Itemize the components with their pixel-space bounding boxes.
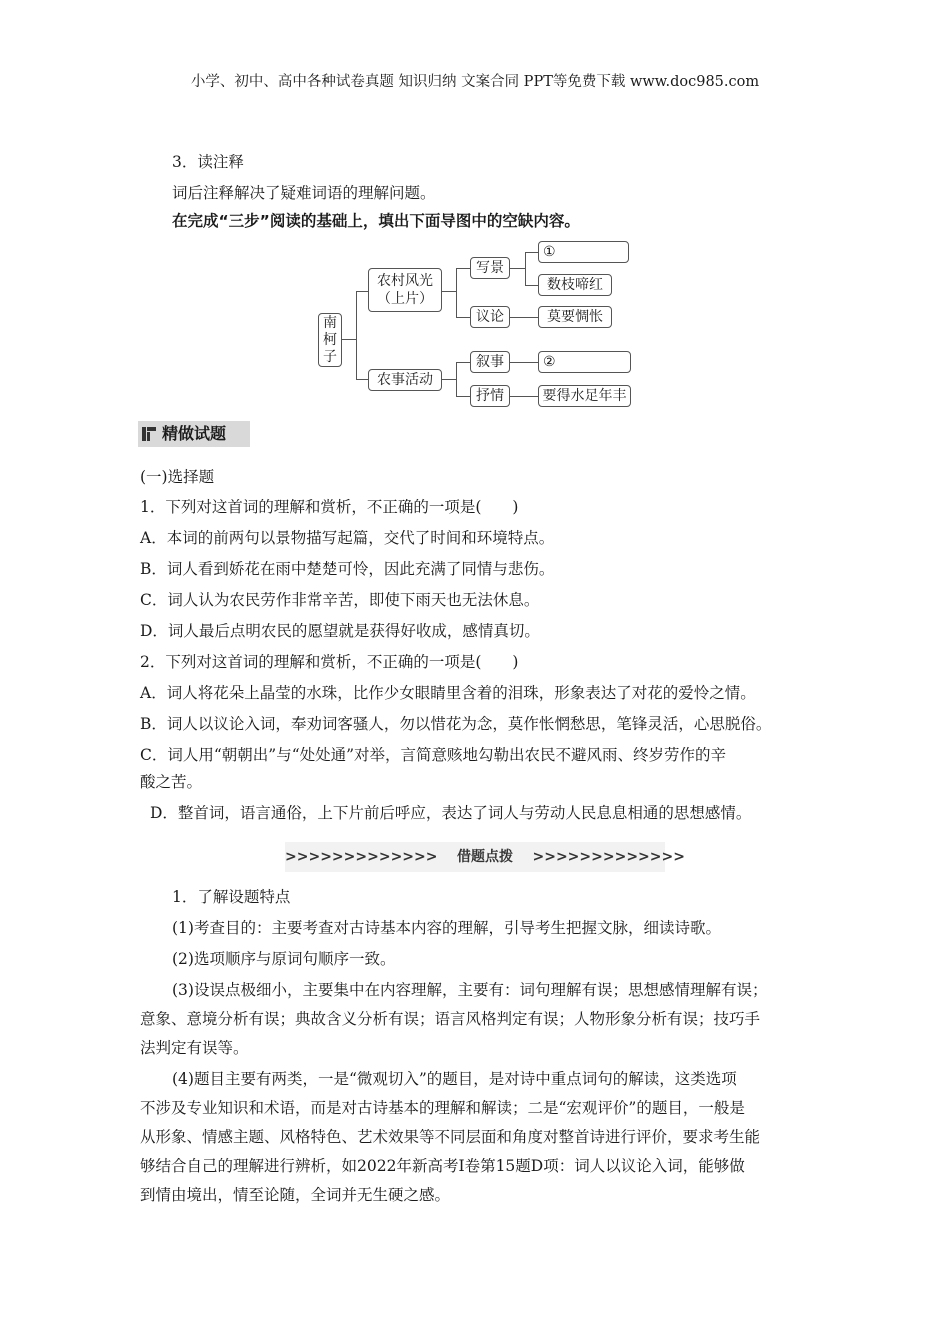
branch-label: 农村风光 bbox=[377, 273, 433, 289]
connector bbox=[525, 252, 538, 253]
tip-2: (2)选项顺序与原词句顺序一致。 bbox=[172, 950, 396, 968]
mindmap-node-scenery: 写景 bbox=[470, 257, 510, 279]
section-marker-icon bbox=[142, 427, 156, 441]
connector bbox=[510, 268, 526, 269]
question-1-option-b: B．词人看到娇花在雨中楚楚可怜，因此充满了同情与悲伤。 bbox=[140, 560, 555, 578]
connector bbox=[356, 291, 368, 292]
connector bbox=[456, 396, 470, 397]
question-2-option-a: A．词人将花朵上晶莹的水珠，比作少女眼睛里含着的泪珠，形象表达了对花的爱怜之情。 bbox=[140, 684, 756, 702]
section-title: 精做试题 bbox=[162, 424, 227, 443]
question-2-option-b: B．词人以议论入词，奉劝词客骚人，勿以惜花为念，莫作怅惘愁思，笔锋灵活，心思脱俗。 bbox=[140, 715, 772, 733]
tip-4-line-3: 从形象、情感主题、风格特色、艺术效果等不同层面和角度对整首诗进行评价，要求考生能 bbox=[140, 1128, 761, 1146]
mindmap-node-argument: 议论 bbox=[470, 306, 510, 328]
question-2-option-d: D．整首词，语言通俗，上下片前后呼应，表达了词人与劳动人民息息相通的思想感情。 bbox=[150, 804, 752, 822]
connector bbox=[510, 362, 538, 363]
question-1-option-c: C．词人认为农民劳作非常辛苦，即使下雨天也无法休息。 bbox=[140, 591, 540, 609]
tip-4-line-4: 够结合自己的理解进行辨析，如2022年新高考Ⅰ卷第15题D项：词人以议论入词，能够做 bbox=[140, 1157, 745, 1175]
tip-3-line-1: (3)设误点极细小，主要集中在内容理解，主要有：词句理解有误；思想感情理解有误； bbox=[172, 981, 768, 999]
tip-heading: 1．了解设题特点 bbox=[172, 888, 291, 906]
tip-3-line-2: 意象、意境分析有误；典故含义分析有误；语言风格判定有误；人物形象分析有误；技巧手 bbox=[140, 1010, 761, 1028]
mindmap-blank-1: ① bbox=[538, 241, 629, 263]
connector bbox=[356, 379, 368, 380]
mindmap-branch-farm-work: 农事活动 bbox=[368, 369, 442, 391]
connector bbox=[456, 268, 457, 317]
connector bbox=[456, 362, 470, 363]
mindmap-blank-2: ② bbox=[538, 351, 631, 373]
connector bbox=[525, 252, 526, 285]
connector bbox=[456, 268, 470, 269]
step3-title: 3．读注释 bbox=[172, 153, 244, 171]
question-1: 1．下列对这首词的理解和赏析，不正确的一项是( ) bbox=[140, 498, 519, 516]
tips-banner-text: >>>>>>>>>>>>> 借题点拨 >>>>>>>>>>>>> bbox=[285, 849, 685, 865]
question-2-option-c: C．词人用“朝朝出”与“处处通”对举，言简意赅地勾勒出农民不避风雨、终岁劳作的辛 bbox=[140, 746, 727, 764]
connector bbox=[510, 317, 538, 318]
step3-text: 词后注释解决了疑难词语的理解问题。 bbox=[172, 184, 436, 202]
connector bbox=[525, 285, 538, 286]
tip-4-line-5: 到情由境出，情至论随，全词并无生硬之感。 bbox=[140, 1186, 451, 1204]
question-1-option-a: A．本词的前两句以景物描写起篇，交代了时间和环境特点。 bbox=[140, 529, 555, 547]
tip-3-line-3: 法判定有误等。 bbox=[140, 1039, 249, 1057]
connector bbox=[456, 362, 457, 396]
question-part: (一)选择题 bbox=[140, 468, 215, 486]
mindmap-leaf-moyao: 莫要惆怅 bbox=[538, 306, 612, 328]
question-2: 2．下列对这首词的理解和赏析，不正确的一项是( ) bbox=[140, 653, 519, 671]
page-header: 小学、初中、高中各种试卷真题 知识归纳 文案合同 PPT等免费下载 www.doc985.com bbox=[190, 74, 760, 90]
connector bbox=[456, 317, 470, 318]
branch-sub: （上片） bbox=[377, 291, 433, 307]
mindmap-leaf-shuzhi: 数枝啼红 bbox=[538, 274, 612, 296]
question-1-option-d: D．词人最后点明农民的愿望就是获得好收成，感情真切。 bbox=[140, 622, 540, 640]
connector bbox=[442, 291, 457, 292]
step3-instruction: 在完成“三步”阅读的基础上，填出下面导图中的空缺内容。 bbox=[172, 212, 580, 230]
connector bbox=[356, 291, 357, 379]
question-2-option-c-cont: 酸之苦。 bbox=[140, 773, 203, 791]
mindmap-root: 南柯子 bbox=[318, 313, 342, 367]
tip-1: (1)考查目的：主要考查对古诗基本内容的理解，引导考生把握文脉，细读诗歌。 bbox=[172, 919, 721, 937]
mindmap-node-lyric: 抒情 bbox=[470, 385, 510, 407]
mindmap-node-narration: 叙事 bbox=[470, 351, 510, 373]
connector bbox=[442, 379, 457, 380]
connector bbox=[342, 339, 357, 340]
tip-4-line-1: (4)题目主要有两类，一是“微观切入”的题目，是对诗中重点词句的解读，这类选项 bbox=[172, 1070, 737, 1088]
mindmap-branch-rural-scenery bbox=[368, 268, 442, 312]
tip-4-line-2: 不涉及专业知识和术语，而是对古诗基本的理解和解读；二是“宏观评价”的题目，一般是 bbox=[140, 1099, 745, 1117]
connector bbox=[510, 396, 538, 397]
mindmap-leaf-yaode: 要得水足年丰 bbox=[538, 385, 631, 407]
